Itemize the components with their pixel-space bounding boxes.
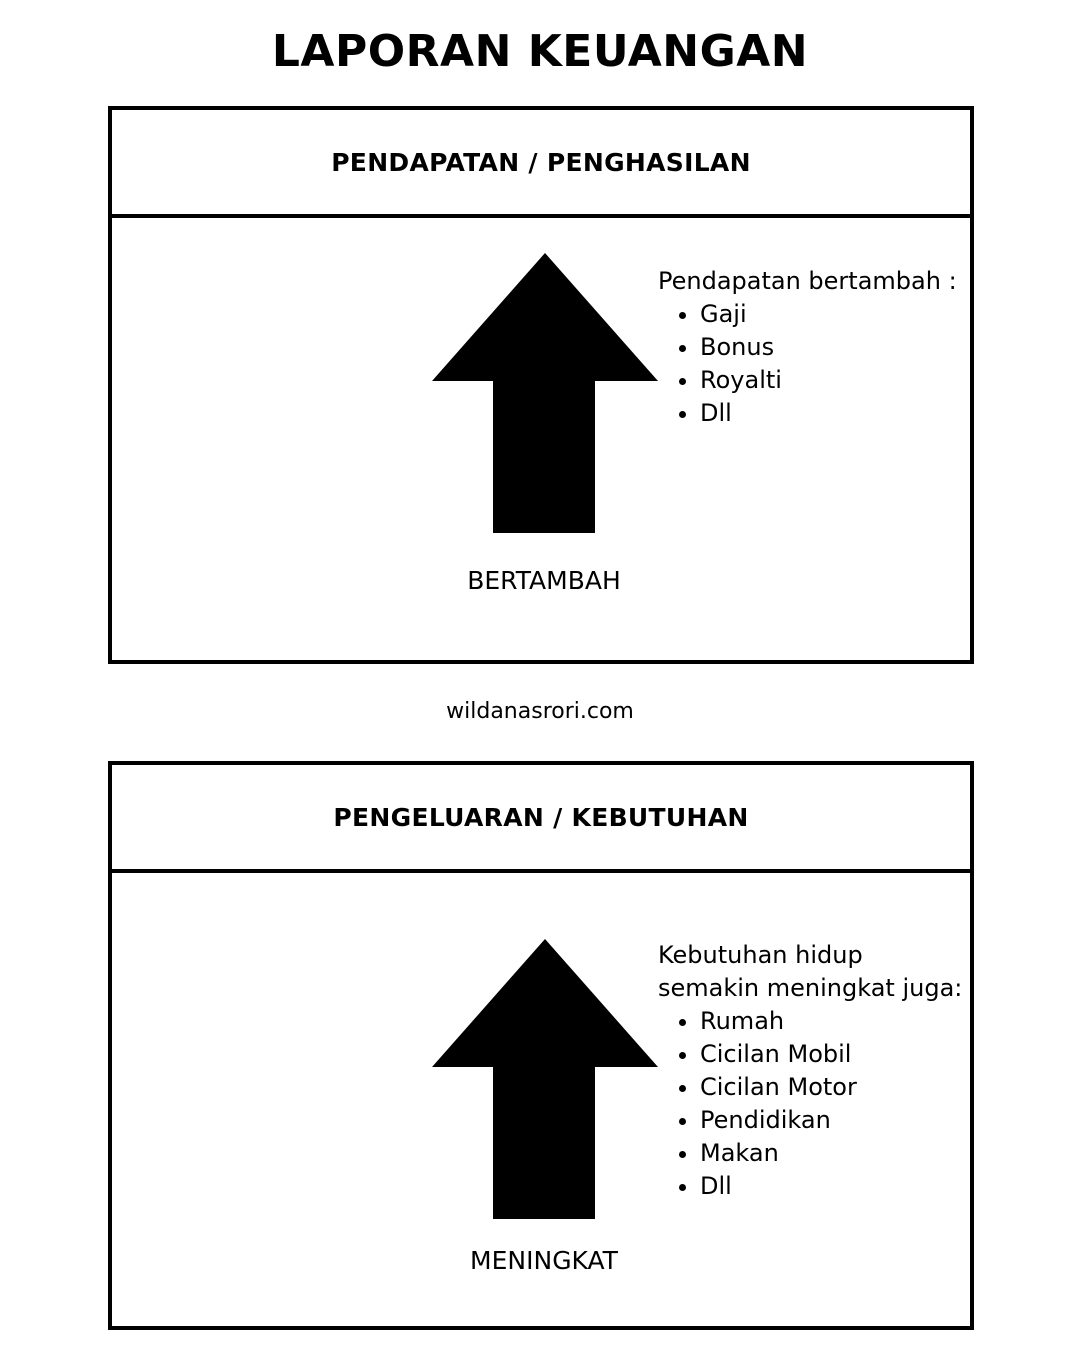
list-item: • Bonus xyxy=(700,331,957,364)
expense-notes-intro-line: semakin meningkat juga: xyxy=(658,974,963,1002)
expense-arrow-label: MENINGKAT xyxy=(470,1246,618,1275)
expense-header: PENGELUARAN / KEBUTUHAN xyxy=(112,765,970,873)
expense-notes xyxy=(658,939,962,1203)
list-item: • Gaji xyxy=(700,298,957,331)
list-item: • Cicilan Mobil xyxy=(700,1038,962,1071)
up-arrow-icon xyxy=(429,251,661,536)
expense-notes-intro-line: Kebutuhan hidup xyxy=(658,941,863,969)
page-title: LAPORAN KEUANGAN xyxy=(271,26,809,77)
website-url: wildanasrori.com xyxy=(446,699,634,724)
expense-panel xyxy=(108,761,974,1330)
income-list xyxy=(658,298,957,430)
income-notes-intro: Pendapatan bertambah : xyxy=(658,267,957,295)
list-item: • Cicilan Motor xyxy=(700,1071,962,1104)
income-panel xyxy=(108,106,974,664)
up-arrow-icon xyxy=(429,937,661,1222)
list-item: • Rumah xyxy=(700,1005,962,1038)
list-item: • Pendidikan xyxy=(700,1104,962,1137)
income-notes xyxy=(658,265,957,430)
expense-list xyxy=(658,1005,962,1203)
list-item: • Makan xyxy=(700,1137,962,1170)
income-arrow-label: BERTAMBAH xyxy=(467,566,621,595)
list-item: • Dll xyxy=(700,1170,962,1203)
list-item: • Dll xyxy=(700,397,957,430)
list-item: • Royalti xyxy=(700,364,957,397)
income-header: PENDAPATAN / PENGHASILAN xyxy=(112,110,970,218)
